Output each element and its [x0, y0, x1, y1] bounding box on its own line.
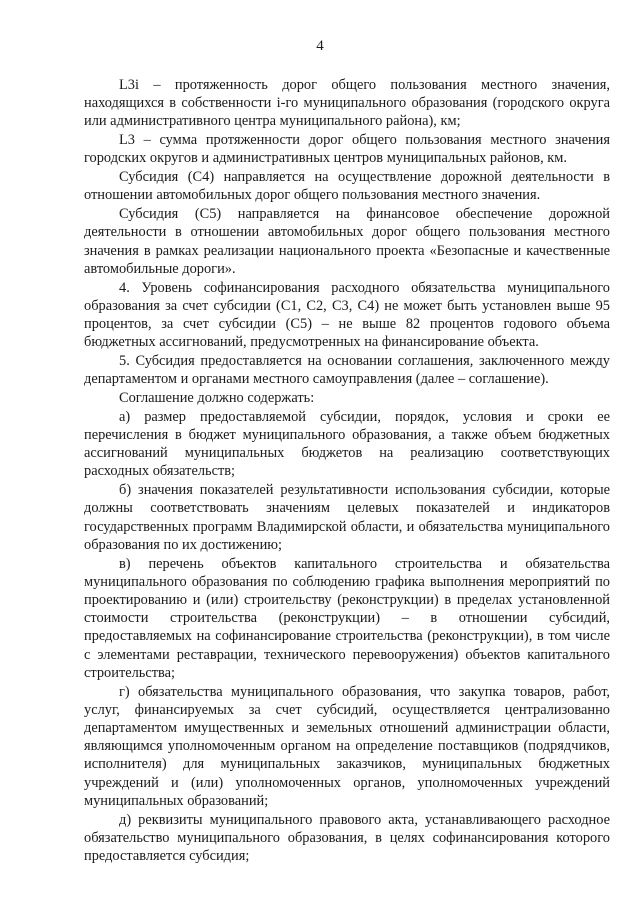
paragraph-subsidy-c4: Субсидия (С4) направляется на осуществление дорожной деятельности в отношении автомобильных дорог общего пользования местного значения. [84, 169, 610, 204]
paragraph-item-a: а) размер предоставляемой субсидии, порядок, условия и сроки ее перечисления в бюджет муниципального образования, а также объем бюджетных ассигнований муниципальных бюджетов на реализацию соответствующих расходных обязательств; [84, 408, 610, 480]
paragraph-item-g: г) обязательства муниципального образования, что закупка товаров, работ, услуг, финансируемых за счет субсидий, осуществляется централизованно департаментом имущественных и земельных отношений администрации области, являющимся уполномоченным органом на определение поставщиков (подрядчиков, исполнителя) для муниципальных заказчиков, муниципальных бюджетных учреждений и (или) уполномоченных органов, уполномоченных учреждений муниципальных образований; [84, 683, 610, 809]
paragraph-subsidy-c5: Субсидия (С5) направляется на финансовое обеспечение дорожной деятельности в отношении автомобильных дорог общего пользования местного значения в рамках реализации национального проекта «Безопасные и качественные автомобильные дороги». [84, 206, 610, 277]
paragraph-item-v: в) перечень объектов капитального строительства и обязательства муниципального образования по соблюдению графика выполнения мероприятий по проектированию и (или) строительству (реконструкции) в пределах установленной стоимости строительства (реконструкции) – в отношении субсидий, предоставляемых на софинансирование строительства (реконструкции), в том числе с элементами реставрации, технического перевооружения) объектов капитального строительства; [84, 555, 610, 681]
document-body [84, 76, 610, 865]
page-number: 4 [316, 38, 324, 54]
paragraph-item-d: д) реквизиты муниципального правового акта, устанавливающего расходное обязательство муниципального образования, в целях софинансирования которого предоставляется субсидия; [84, 811, 610, 865]
paragraph-agreement-contents-intro: Соглашение должно содержать: [119, 390, 315, 407]
paragraph-item-b: б) значения показателей результативности использования субсидии, которые должны соответствовать значениям целевых показателей и индикаторов государственных программ Владимирской области, и обязательства муниципального образования по их достижению; [84, 482, 610, 553]
paragraph-cofinancing-level: 4. Уровень софинансирования расходного обязательства муниципального образования за счет субсидии (С1, С2, С3, С4) не может быть установлен выше 95 процентов, за счет субсидии (С5) – не выше 82 процентов годового объема бюджетных ассигнований, предусмотренных на финансирование объекта. [84, 279, 610, 351]
paragraph-l3i-definition: L3i – протяженность дорог общего пользования местного значения, находящихся в собственности i-го муниципального образования (городского округа или административного центра муниципального района), км; [84, 77, 610, 130]
paragraph-agreement-basis: 5. Субсидия предоставляется на основании соглашения, заключенного между департаментом и органами местного самоуправления (далее – соглашение). [84, 353, 610, 388]
paragraph-l3-definition: L3 – сумма протяженности дорог общего пользования местного значения городских округов и административных центров муниципальных районов, км. [84, 132, 610, 167]
